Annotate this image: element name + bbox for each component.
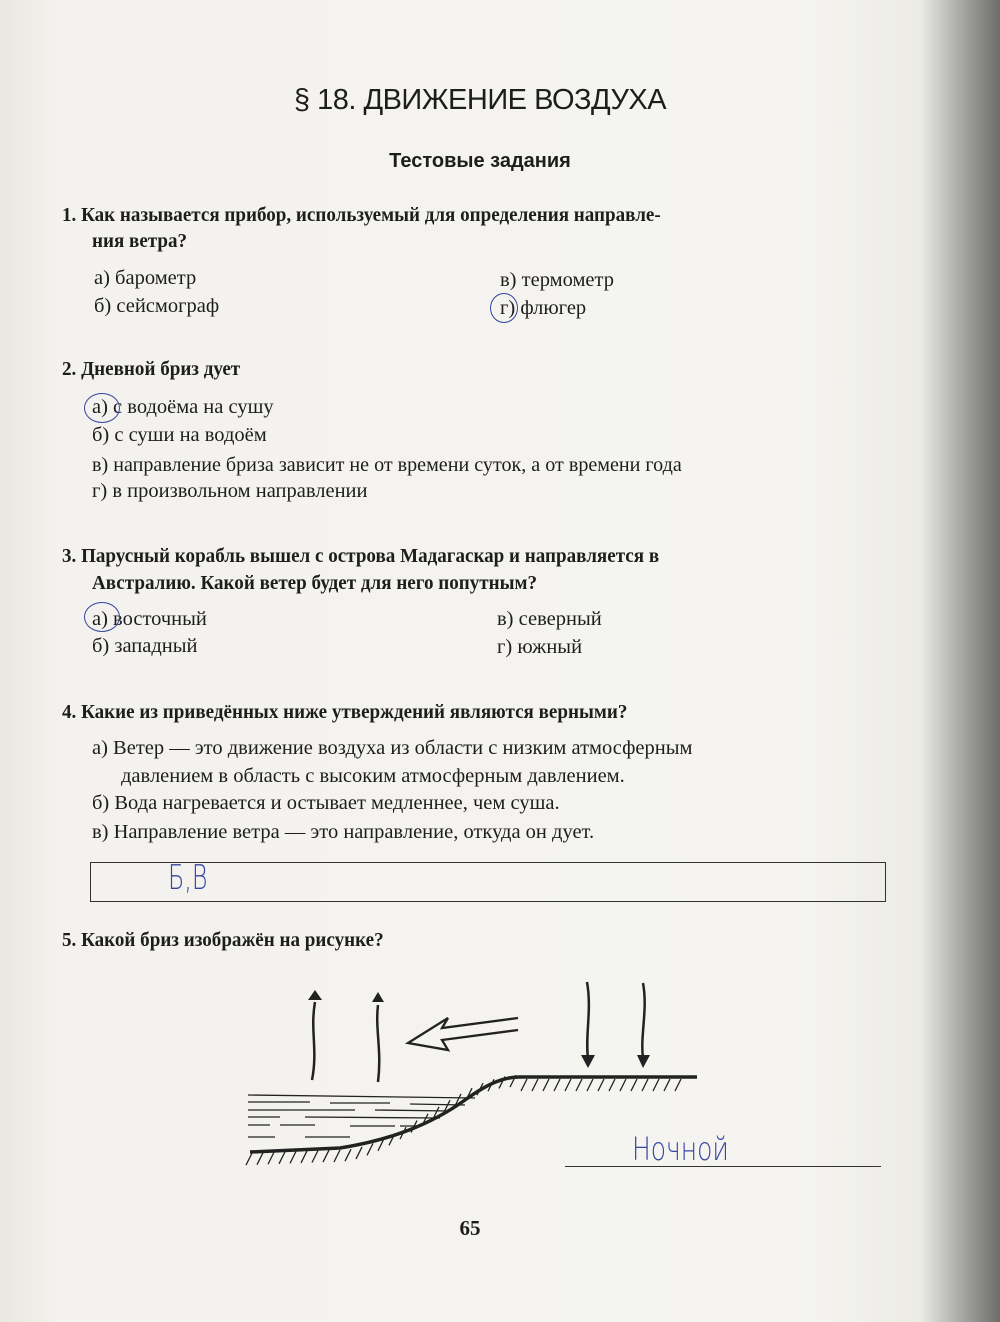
option[interactable]: в) термометр xyxy=(500,269,614,291)
option[interactable]: в) северный xyxy=(497,608,602,630)
option[interactable]: б) сейсмограф xyxy=(94,295,220,317)
statement: давлением в область с высоким атмосферным давлением. xyxy=(121,765,625,787)
answer-box[interactable] xyxy=(90,862,886,902)
option[interactable]: г) южный xyxy=(497,636,583,658)
option[interactable]: а) восточный xyxy=(92,608,207,630)
breeze-direction-arrow xyxy=(408,1018,518,1050)
question-text: Австралию. Какой ветер будет для него попутным? xyxy=(92,572,538,594)
answer-circle-mark xyxy=(490,293,518,323)
option[interactable]: в) направление бриза зависит не от времени суток, а от времени года xyxy=(92,454,682,476)
page-number: 65 xyxy=(459,1216,481,1240)
statement: а) Ветер — это движение воздуха из области с низким атмосферным xyxy=(92,737,693,759)
ground-hatching xyxy=(246,1075,681,1165)
sinking-air-arrow xyxy=(587,982,589,1058)
handwritten-answer: Ночной xyxy=(632,1130,729,1168)
question-text: ния ветра? xyxy=(92,230,188,252)
shoreline xyxy=(250,1077,697,1152)
option[interactable]: а) с водоёма на сушу xyxy=(92,396,274,418)
handwritten-answer: Б,В xyxy=(168,858,208,898)
section-subtitle: Тестовые задания xyxy=(389,150,571,172)
question-text: 3. Парусный корабль вышел с острова Мадагаскар и направляется в xyxy=(62,545,660,567)
question-text: 4. Какие из приведённых ниже утверждений являются верными? xyxy=(62,701,628,723)
rising-air-arrow xyxy=(377,1005,379,1082)
question-text: 1. Как называется прибор, используемый для определения направле- xyxy=(62,204,661,226)
question-text: 2. Дневной бриз дует xyxy=(62,358,241,380)
option[interactable]: а) барометр xyxy=(94,267,197,289)
statement: б) Вода нагревается и остывает медленнее, чем суша. xyxy=(92,792,560,814)
sinking-air-arrow xyxy=(642,983,644,1058)
statement: в) Направление ветра — это направление, откуда он дует. xyxy=(92,821,595,843)
option[interactable]: б) западный xyxy=(92,635,198,657)
rising-air-arrow xyxy=(312,1002,315,1080)
option[interactable]: г) флюгер xyxy=(500,297,587,319)
page-title: § 18. ДВИЖЕНИЕ ВОЗДУХА xyxy=(293,84,667,116)
answer-circle-mark xyxy=(84,602,120,632)
question-text: 5. Какой бриз изображён на рисунке? xyxy=(62,929,384,951)
option[interactable]: б) с суши на водоём xyxy=(92,424,267,446)
answer-circle-mark xyxy=(84,393,120,423)
option[interactable]: г) в произвольном направлении xyxy=(92,480,368,502)
